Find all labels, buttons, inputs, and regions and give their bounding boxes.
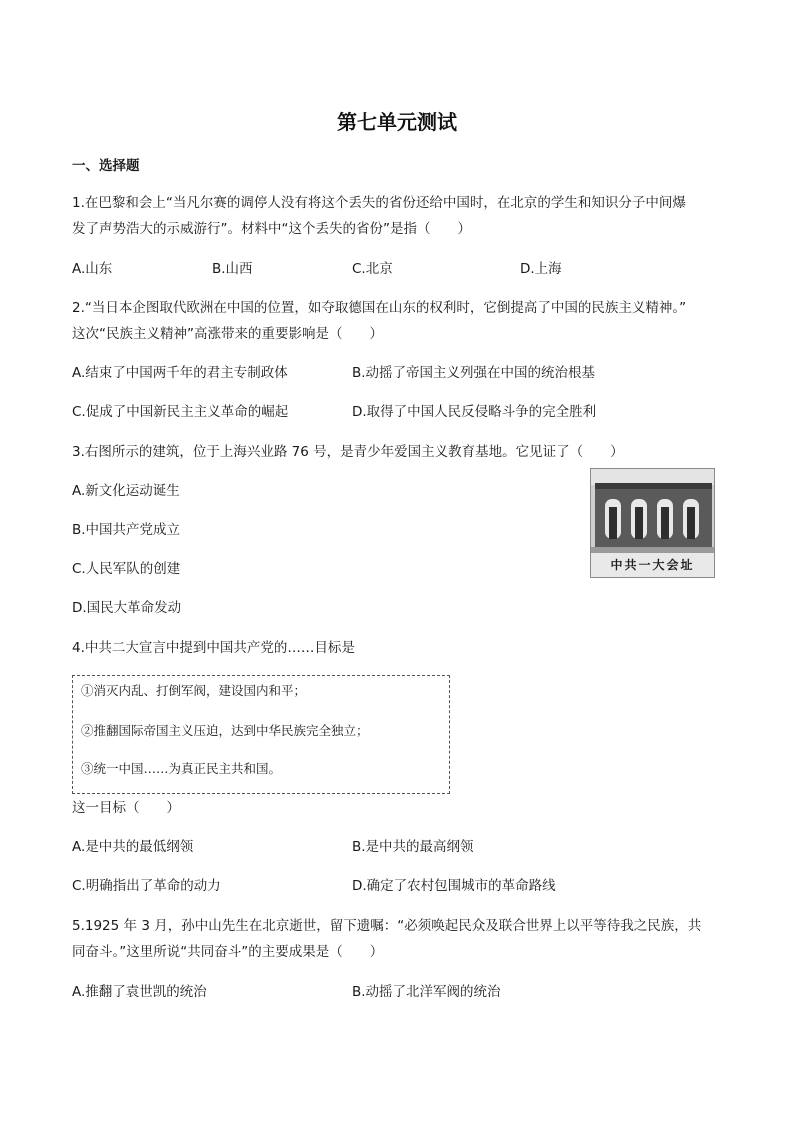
q4-option-d[interactable]: D.确定了农村包围城市的革命路线 — [352, 878, 556, 894]
q3-option-b[interactable]: B.中国共产党成立 — [72, 522, 181, 538]
q4-stem-line2: 这一目标（ ） — [72, 800, 180, 816]
q2-option-b[interactable]: B.动摇了帝国主义列强在中国的统治根基 — [352, 365, 596, 381]
q4-box-item-1: ①消灭内乱、打倒军阀，建设国内和平； — [81, 683, 307, 698]
photo-caption: 中共一大会址 — [591, 553, 714, 577]
q2-stem-line2: 这次“民族主义精神”高涨带来的重要影响是（ ） — [72, 326, 383, 342]
building-photo — [590, 468, 715, 578]
section-heading: 一、选择题 — [72, 158, 140, 174]
page-title: 第七单元测试 — [337, 110, 457, 134]
q3-option-a[interactable]: A.新文化运动诞生 — [72, 483, 180, 499]
q4-option-c[interactable]: C.明确指出了革命的动力 — [72, 878, 221, 894]
q1-stem-line1: 1.在巴黎和会上“当凡尔赛的调停人没有将这个丢失的省份还给中国时，在北京的学生和知识分子中间爆 — [72, 195, 686, 211]
q2-option-c[interactable]: C.促成了中国新民主主义革命的崛起 — [72, 404, 289, 420]
q4-option-b[interactable]: B.是中共的最高纲领 — [352, 839, 474, 855]
building-image — [591, 469, 715, 555]
q3-stem: 3.右图所示的建筑，位于上海兴业路 76 号，是青少年爱国主义教育基地。它见证了（ ） — [72, 444, 624, 460]
q3-option-d[interactable]: D.国民大革命发动 — [72, 600, 182, 616]
q5-option-a[interactable]: A.推翻了袁世凯的统治 — [72, 984, 207, 1000]
q1-option-c[interactable]: C.北京 — [352, 261, 393, 277]
q1-option-d[interactable]: D.上海 — [520, 261, 562, 277]
q2-stem-line1: 2.“当日本企图取代欧洲在中国的位置，如夺取德国在山东的权利时，它倒提高了中国的民族主义精神。” — [72, 300, 687, 316]
q1-option-b[interactable]: B.山西 — [212, 261, 253, 277]
q5-stem-line2: 同奋斗。”这里所说“共同奋斗”的主要成果是（ ） — [72, 944, 384, 960]
q5-option-b[interactable]: B.动摇了北洋军阀的统治 — [352, 984, 501, 1000]
q4-quote-box — [72, 675, 450, 794]
q5-stem-line1: 5.1925 年 3 月，孙中山先生在北京逝世，留下遗嘱：“必须唤起民众及联合世界上以平等待我之民族，共 — [72, 918, 702, 934]
q2-option-d[interactable]: D.取得了中国人民反侵略斗争的完全胜利 — [352, 404, 597, 420]
q2-option-a[interactable]: A.结束了中国两千年的君主专制政体 — [72, 365, 288, 381]
q4-stem: 4.中共二大宣言中提到中国共产党的……目标是 — [72, 640, 355, 656]
q1-stem-line2: 发了声势浩大的示威游行”。材料中“这个丢失的省份”是指（ ） — [72, 221, 471, 237]
q3-option-c[interactable]: C.人民军队的创建 — [72, 561, 181, 577]
q4-option-a[interactable]: A.是中共的最低纲领 — [72, 839, 194, 855]
q4-box-item-2: ②推翻国际帝国主义压迫，达到中华民族完全独立； — [81, 723, 369, 738]
q4-box-item-3: ③统一中国……为真正民主共和国。 — [81, 761, 282, 776]
q1-option-a[interactable]: A.山东 — [72, 261, 113, 277]
